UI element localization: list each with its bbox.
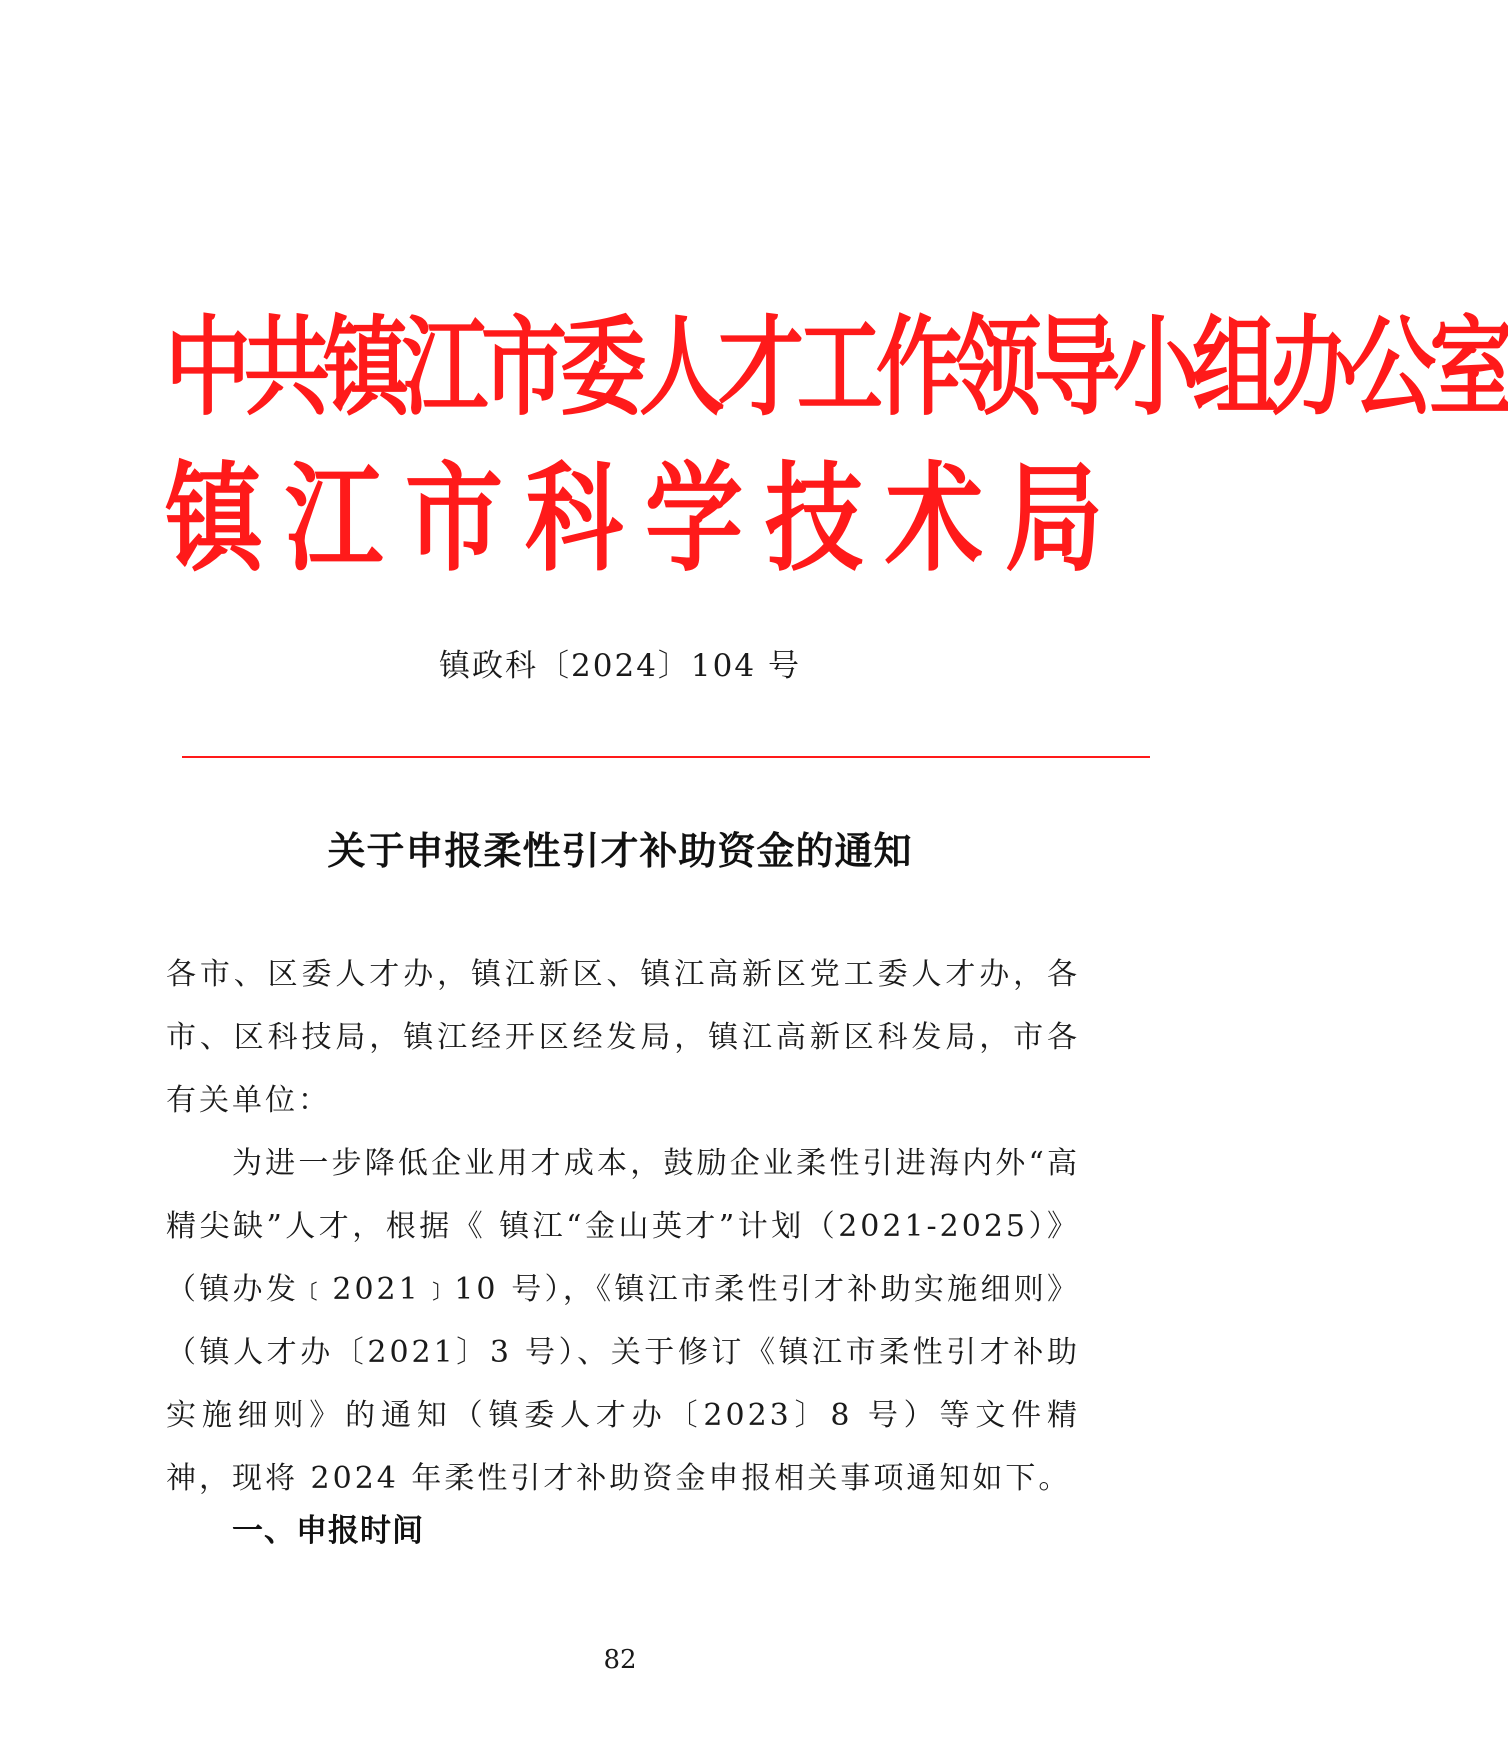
- letterhead-org-line-1: 中共镇江市委人才工作领导小组办公室: [165, 304, 1508, 431]
- red-divider-line: [182, 756, 1150, 758]
- letterhead-org-line-2: 镇江市科学技术局: [165, 450, 1103, 589]
- page-number: 82: [603, 1645, 637, 1675]
- section-heading: 一、申报时间: [232, 1513, 424, 1549]
- document-title: 关于申报柔性引才补助资金的通知: [327, 829, 913, 873]
- document-number: 镇政科〔2024〕104 号: [439, 648, 801, 684]
- addressee-paragraph: 各市、区委人才办，镇江新区、镇江高新区党工委人才办，各市、区科技局，镇江经开区经发局，镇江高新区科发局，市各有关单位：: [166, 957, 1080, 1118]
- body-paragraph: 为进一步降低企业用才成本，鼓励企业柔性引进海内外“高精尖缺”人才，根据《 镇江“金山英才”计划（2021-2025）》（镇办发﹝2021﹞10 号），《镇江市柔性引才补助实施细则》（镇人才办〔2021〕3 号）、关于修订《镇江市柔性引才补助实施细则》的通知（镇委人才办〔2023〕8 号）等文件精神，现将 2024 年柔性引才补助资金申报相关事项通知如下。: [166, 1146, 1080, 1496]
